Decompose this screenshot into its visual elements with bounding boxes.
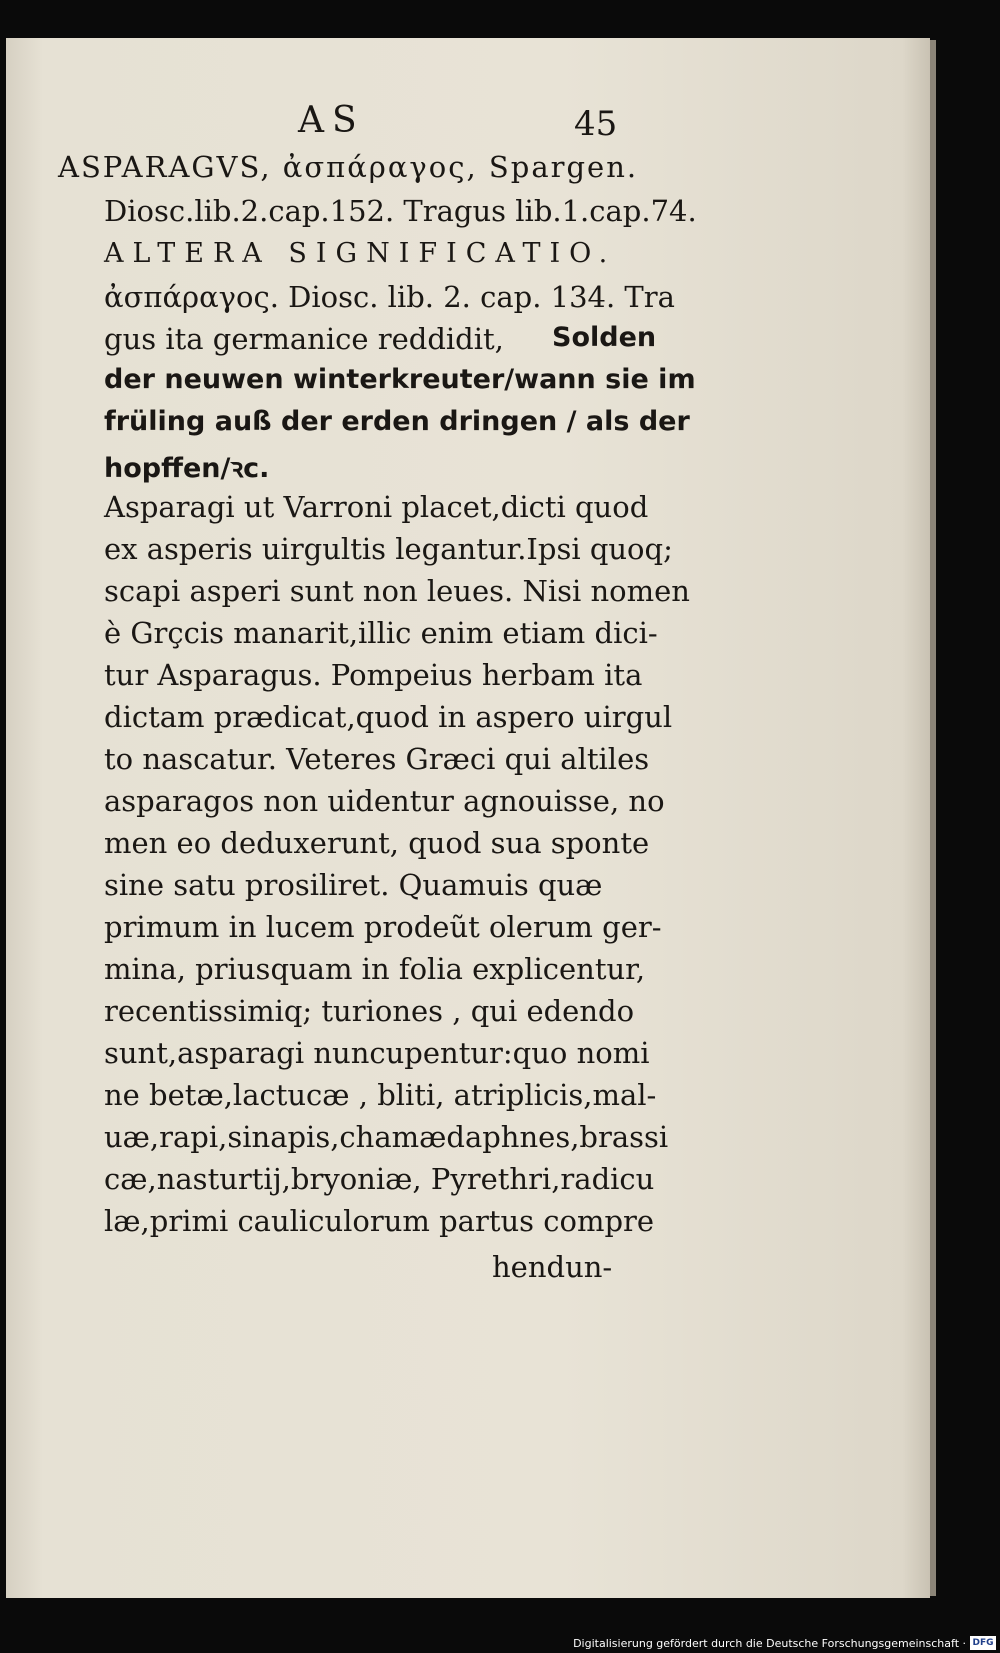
text-line: ἀσπάραγος. Diosc. lib. 2. cap. 134. Tra <box>104 280 675 314</box>
dfg-logo: DFG <box>970 1636 996 1650</box>
credit-bar <box>0 1631 1000 1653</box>
sub-heading: ALTERA SIGNIFICATIO. <box>104 238 617 269</box>
text-line: gus ita germanice reddidit, <box>104 322 504 356</box>
text-line: sunt,asparagi nuncupentur:quo nomi <box>104 1036 650 1070</box>
catchword: hendun- <box>492 1250 613 1284</box>
text-line: ex asperis uirgultis legantur.Ipsi quoq; <box>104 532 673 566</box>
text-line: recentissimiq; turiones , qui edendo <box>104 994 635 1028</box>
text-line: scapi asperi sunt non leues. Nisi nomen <box>104 574 690 608</box>
text-line: Diosc.lib.2.cap.152. Tragus lib.1.cap.74. <box>104 194 697 228</box>
text-line: sine satu prosiliret. Quamuis quæ <box>104 868 603 902</box>
entry-heading: ASPARAGVS, ἀσπάραγος, Spargen. <box>58 150 639 184</box>
text-line: cæ,nasturtij,bryoniæ, Pyrethri,radicu <box>104 1162 655 1196</box>
text-line-fraktur: hopffen/ꝛc. <box>104 453 270 484</box>
page-edge <box>930 40 936 1596</box>
text-line: mina, priusquam in folia explicentur, <box>104 952 646 986</box>
funding-credit: Digitalisierung gefördert durch die Deutsche Forschungsgemeinschaft · <box>573 1637 966 1650</box>
page-number: 45 <box>574 104 618 144</box>
text-line-fraktur: Solden <box>552 322 657 353</box>
running-head: AS <box>298 100 365 141</box>
text-line: dictam prædicat,quod in aspero uirgul <box>104 700 673 734</box>
book-page <box>6 38 930 1598</box>
text-line: to nascatur. Veteres Græci qui altiles <box>104 742 650 776</box>
text-line: læ,primi cauliculorum partus compre <box>104 1204 655 1238</box>
text-line: men eo deduxerunt, quod sua sponte <box>104 826 650 860</box>
text-line: Asparagi ut Varroni placet,dicti quod <box>104 490 649 524</box>
text-line: uæ,rapi,sinapis,chamædaphnes,brassi <box>104 1120 669 1154</box>
text-line: ne betæ,lactucæ , bliti, atriplicis,mal- <box>104 1078 657 1112</box>
text-line-fraktur: früling auß der erden dringen / als der <box>104 406 690 437</box>
text-line: asparagos non uidentur agnouisse, no <box>104 784 665 818</box>
text-line: primum in lucem prodeũt olerum ger- <box>104 910 662 944</box>
text-line: è Grçcis manarit,illic enim etiam dici- <box>104 616 658 650</box>
text-line-fraktur: der neuwen winterkreuter/wann sie im <box>104 364 696 395</box>
text-line: tur Asparagus. Pompeius herbam ita <box>104 658 643 692</box>
